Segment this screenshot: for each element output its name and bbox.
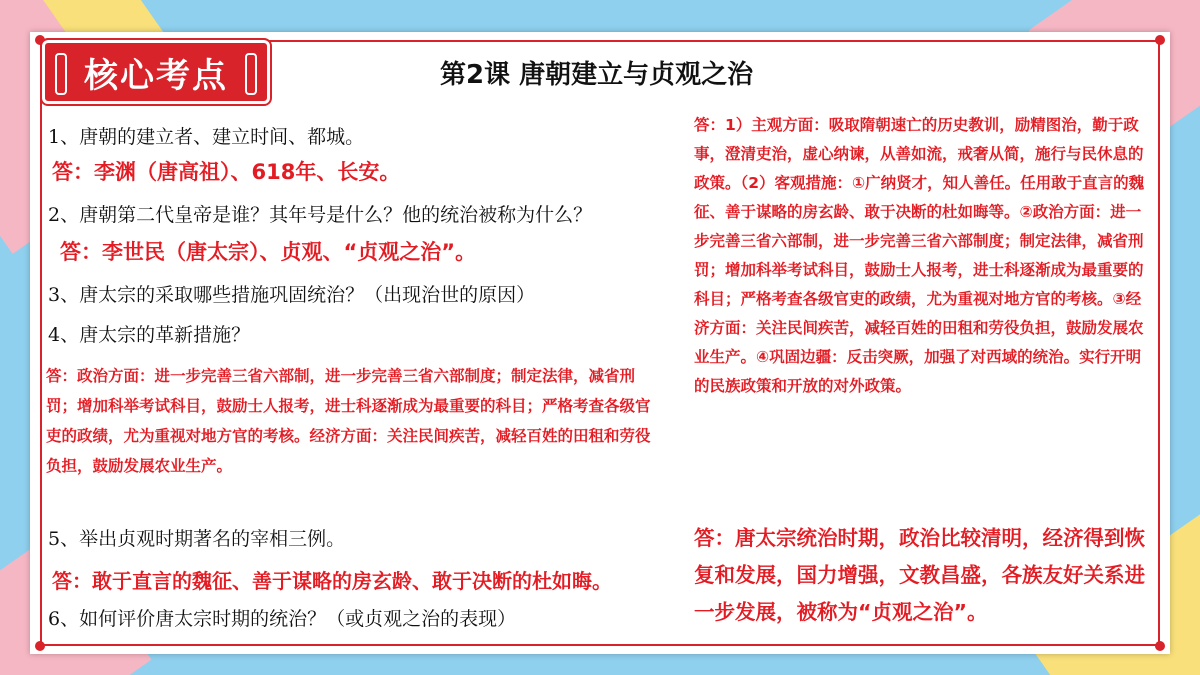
answer-6-right: 答：唐太宗统治时期，政治比较清明，经济得到恢复和发展，国力增强，文教昌盛，各族友好关系进一步发展，被称为“贞观之治”。 bbox=[694, 526, 1145, 624]
answer-1: 答：李渊（唐高祖）、618年、长安。 bbox=[52, 160, 401, 184]
badge-label: 核心考点 bbox=[84, 55, 228, 96]
answer-5: 答：敢于直言的魏征、善于谋略的房玄龄、敢于决断的杜如晦。 bbox=[52, 569, 612, 593]
content-card bbox=[30, 32, 1170, 654]
corner-dot-tr bbox=[1155, 35, 1165, 45]
corner-dot-br bbox=[1155, 641, 1165, 651]
question-4: 4、唐太宗的革新措施？ bbox=[48, 324, 251, 346]
question-2: 2、唐朝第二代皇帝是谁？其年号是什么？他的统治被称为什么？ bbox=[48, 204, 593, 226]
lesson-title: 第2课 唐朝建立与贞观之治 bbox=[440, 60, 754, 90]
badge-right-ornament bbox=[245, 53, 257, 95]
badge-left-ornament bbox=[55, 53, 67, 95]
answer-2: 答：李世民（唐太宗）、贞观、“贞观之治”。 bbox=[60, 240, 477, 264]
core-points-badge bbox=[42, 40, 270, 104]
question-1: 1、唐朝的建立者、建立时间、都城。 bbox=[48, 126, 365, 148]
question-5: 5、举出贞观时期著名的宰相三例。 bbox=[48, 528, 346, 550]
question-3: 3、唐太宗的采取哪些措施巩固统治？（出现治世的原因） bbox=[48, 284, 536, 306]
answer-3-right: 答：1）主观方面：吸取隋朝速亡的历史教训，励精图治，勤于政事，澄清吏治，虚心纳谏，从善如流，戒奢从简，施行与民休息的政策。（2）客观措施：①广纳贤才，知人善任。任用敢于直言的魏征、善于谋略的房玄龄、敢于决断的杜如晦等。②政治方面：进一步完善三省六部制，进一步完善三省六部制度；制定法律，减省刑罚；增加科举考试科目，鼓励士人报考，进士科逐渐成为最重要的科目；严格考查各级官吏的政绩，尤为重视对地方官的考核。③经济方面：关注民间疾苦，减轻百姓的田租和劳役负担，鼓励发展农业生产。④巩固边疆：反击突厥，加强了对西域的统治。实行开明的民族政策和开放的对外政策。 bbox=[694, 116, 1145, 395]
question-6: 6、如何评价唐太宗时期的统治？（或贞观之治的表现） bbox=[48, 608, 517, 630]
corner-dot-bl bbox=[35, 641, 45, 651]
answer-4: 答：政治方面：进一步完善三省六部制，进一步完善三省六部制度；制定法律，减省刑罚；增加科举考试科目，鼓励士人报考，进士科逐渐成为最重要的科目；严格考查各级官吏的政绩，尤为重视对地方官的考核。经济方面：关注民间疾苦，减轻百姓的田租和劳役负担，鼓励发展农业生产。 bbox=[46, 367, 651, 475]
